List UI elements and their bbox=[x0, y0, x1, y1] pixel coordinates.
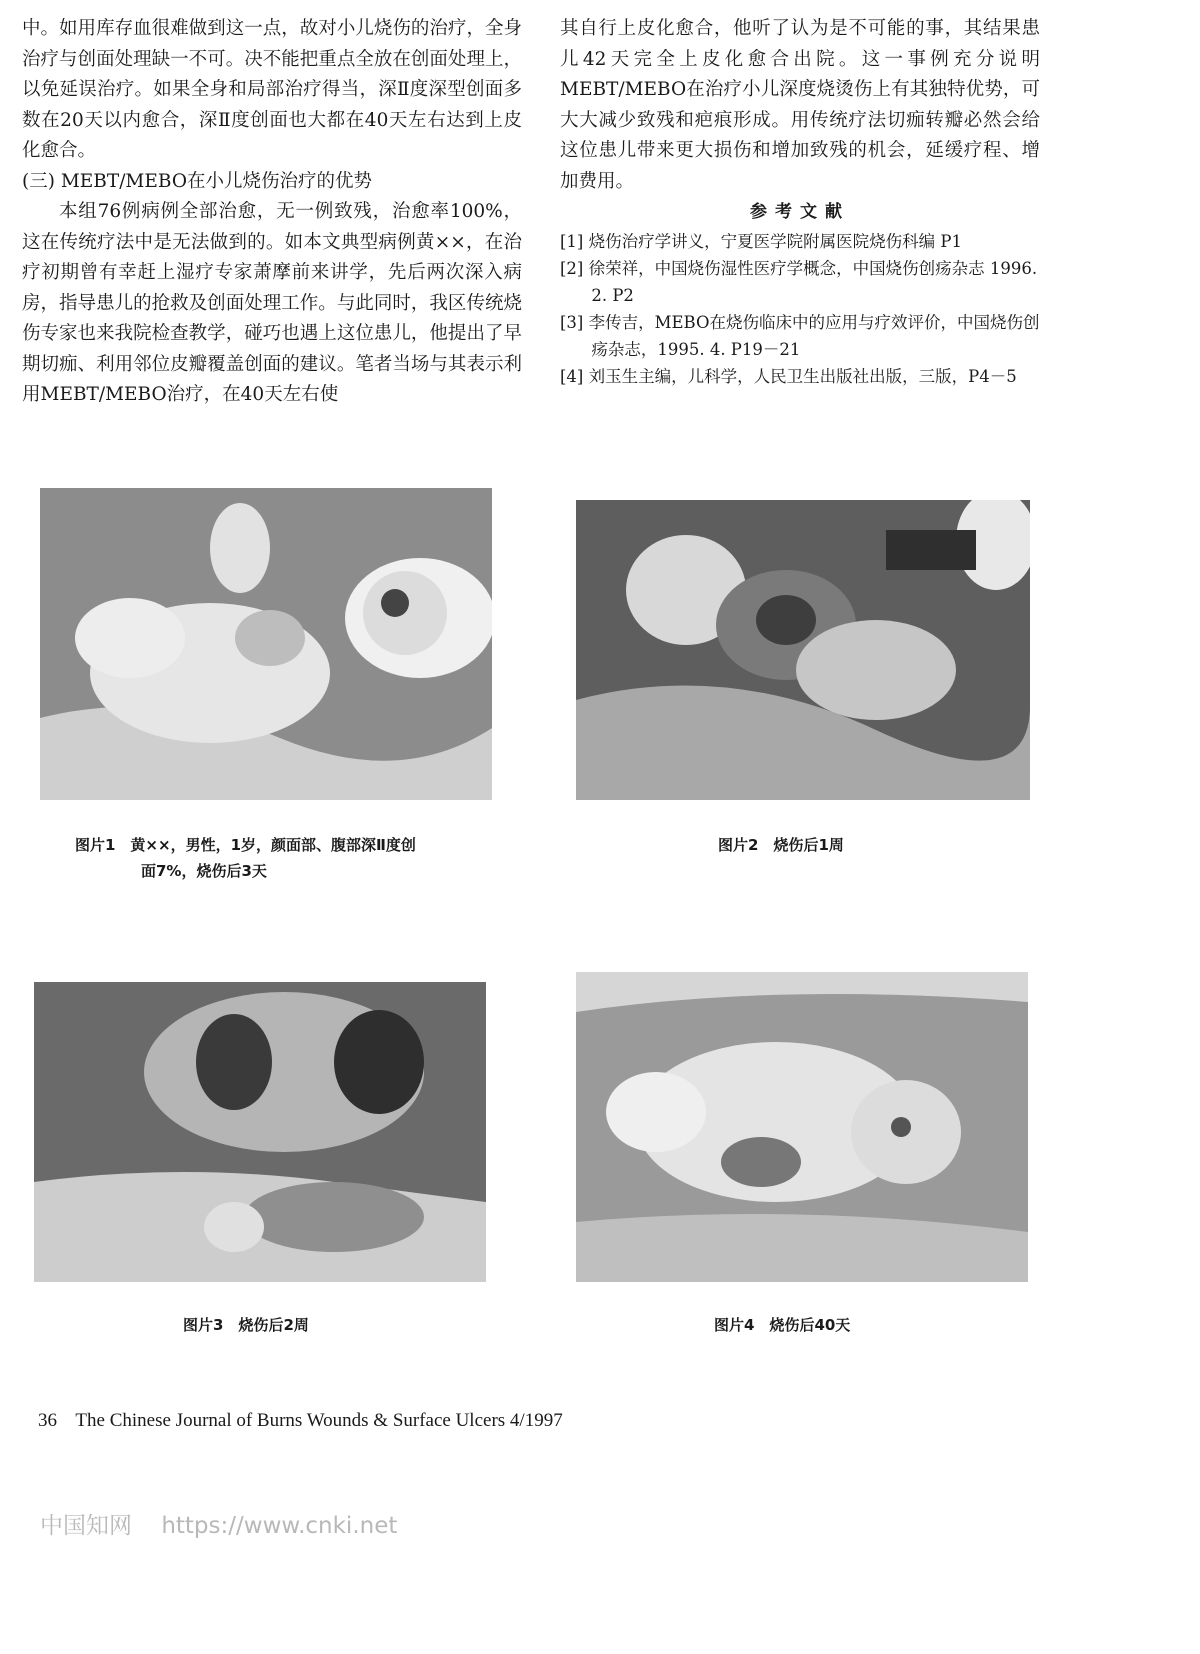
photo-1-caption-line-2: 面7%，烧伤后3天 bbox=[141, 862, 267, 880]
reference-item: [2] 徐荣祥，中国烧伤湿性医疗学概念，中国烧伤创疡杂志 1996. 2. P2 bbox=[560, 258, 1038, 305]
photo-3 bbox=[34, 982, 486, 1282]
watermark-site-name: 中国知网 bbox=[40, 1513, 132, 1539]
left-paragraph-1: 中。如用库存血很难做到这一点，故对小儿烧伤的治疗，全身治疗与创面处理缺一不可。决不能把重点全放在创面处理上，以免延误治疗。如果全身和局部治疗得当，深Ⅱ度深型创面多数在20天以内愈合，深Ⅱ度创面也大都在40天左右达到上皮化愈合。 bbox=[22, 18, 522, 161]
photo-4-caption bbox=[714, 1312, 850, 1338]
page-footer bbox=[38, 1410, 563, 1432]
photo-2 bbox=[576, 500, 1030, 800]
photo-1 bbox=[40, 488, 492, 800]
reference-item: [3] 李传吉，MEBO在烧伤临床中的应用与疗效评价，中国烧伤创疡杂志，1995. 4. P19－21 bbox=[560, 312, 1040, 359]
section-heading: (三) MEBT/MEBO在小儿烧伤治疗的优势 bbox=[22, 170, 372, 192]
photo-3-caption-line-1: 图片3 烧伤后2周 bbox=[183, 1316, 309, 1334]
photo-4-caption-line-1: 图片4 烧伤后40天 bbox=[714, 1316, 851, 1334]
left-paragraph-2: 本组76例病例全部治愈，无一例致残，治愈率100%，这在传统疗法中是无法做到的。如本文典型病例黄××，在治疗初期曾有幸赶上湿疗专家萧摩前来讲学，先后两次深入病房，指导患儿的抢救及创面处理工作。与此同时，我区传统烧伤专家也来我院检查教学，碰巧也遇上这位患儿，他提出了早期切痂、利用邻位皮瓣覆盖创面的建议。笔者当场与其表示利用MEBT/MEBO治疗，在40天左右使 bbox=[22, 201, 522, 405]
right-text-column bbox=[560, 14, 1040, 390]
watermark-url: https://www.cnki.net bbox=[161, 1513, 398, 1539]
cnki-watermark bbox=[40, 1507, 397, 1540]
photo-2-caption-line-1: 图片2 烧伤后1周 bbox=[718, 836, 844, 854]
page-number: 36 bbox=[38, 1410, 57, 1431]
right-paragraph-1: 其自行上皮化愈合，他听了认为是不可能的事，其结果患儿42天完全上皮化愈合出院。这一事例充分说明MEBT/MEBO在治疗小儿深度烧烫伤上有其独特优势，可大大减少致残和疤痕形成。用传统疗法切痂转瓣必然会给这位患儿带来更大损伤和增加致残的机会，延缓疗程、增加费用。 bbox=[560, 18, 1040, 192]
journal-name: The Chinese Journal of Burns Wounds & Surface Ulcers 4/1997 bbox=[75, 1410, 563, 1431]
references-title: 参考文献 bbox=[750, 202, 850, 222]
photo-2-caption bbox=[718, 832, 844, 858]
photo-3-illustration bbox=[34, 982, 486, 1282]
photo-1-caption-line-1: 图片1 黄××，男性，1岁，颜面部、腹部深Ⅱ度创 bbox=[75, 836, 416, 854]
reference-item: [1] 烧伤治疗学讲义，宁夏医学院附属医院烧伤科编 P1 bbox=[560, 231, 962, 251]
photo-1-caption bbox=[75, 832, 505, 884]
photo-4-illustration bbox=[576, 972, 1028, 1282]
photo-4 bbox=[576, 972, 1028, 1282]
photo-2-illustration bbox=[576, 500, 1030, 800]
left-text-column bbox=[22, 14, 522, 411]
photo-3-caption bbox=[183, 1312, 309, 1338]
photo-1-illustration bbox=[40, 488, 492, 800]
reference-item: [4] 刘玉生主编，儿科学，人民卫生出版社出版，三版，P4－5 bbox=[560, 366, 1017, 386]
